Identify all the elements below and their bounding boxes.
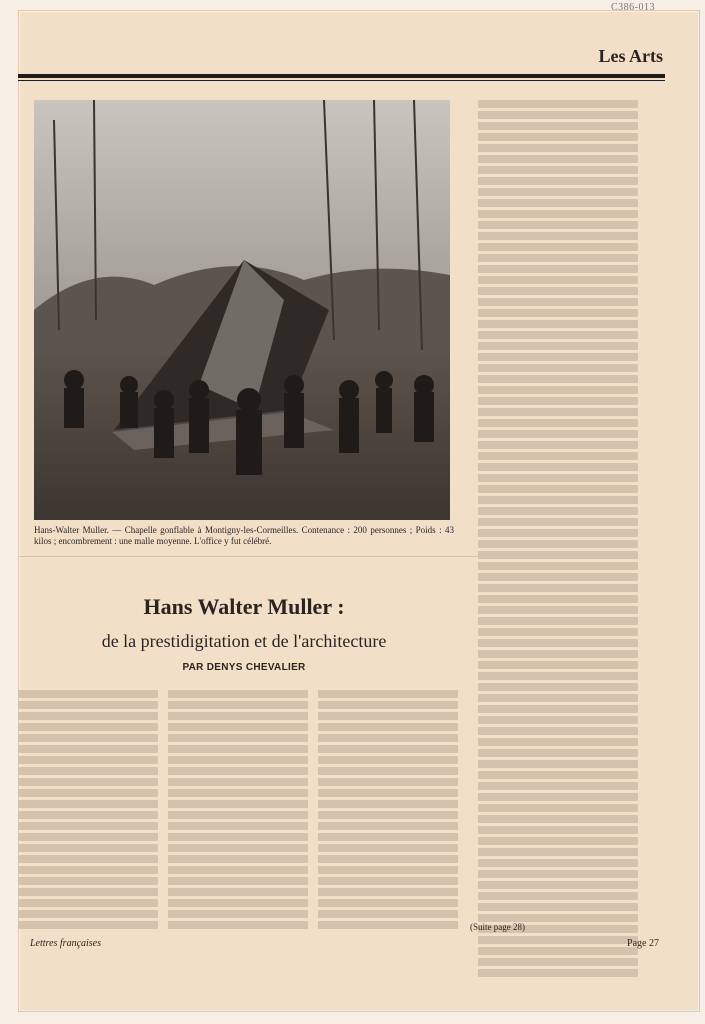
article-column-right bbox=[478, 100, 638, 936]
photo-inflatable-chapel bbox=[34, 100, 450, 520]
header-rule-thin bbox=[18, 80, 665, 81]
article-title: Hans Walter Muller : bbox=[143, 594, 345, 619]
section-title: Les Arts bbox=[598, 46, 663, 66]
fold-line bbox=[18, 556, 515, 557]
photo-illustration bbox=[34, 100, 450, 520]
article-column-2 bbox=[168, 690, 308, 935]
publication-name: Lettres françaises bbox=[30, 938, 102, 949]
photo-caption: Hans-Walter Muller. — Chapelle gonflable à Montigny-les-Cormeilles. Contenance : 200 personnes ; Poids : 43 kilos ; encombrement : une malle moyenne. L'office y fut célébré. bbox=[34, 525, 454, 546]
article-subtitle: de la prestidigitation et de l'architecture bbox=[101, 631, 387, 651]
article-column-3 bbox=[318, 690, 458, 935]
archive-stamp: C386-013 bbox=[611, 2, 655, 13]
header-rule-thick bbox=[18, 74, 665, 78]
page-number: Page 27 bbox=[627, 938, 659, 949]
article-column-1 bbox=[18, 690, 158, 935]
byline: PAR DENYS CHEVALIER bbox=[182, 662, 306, 673]
continued-note: (Suite page 28) bbox=[470, 922, 525, 932]
